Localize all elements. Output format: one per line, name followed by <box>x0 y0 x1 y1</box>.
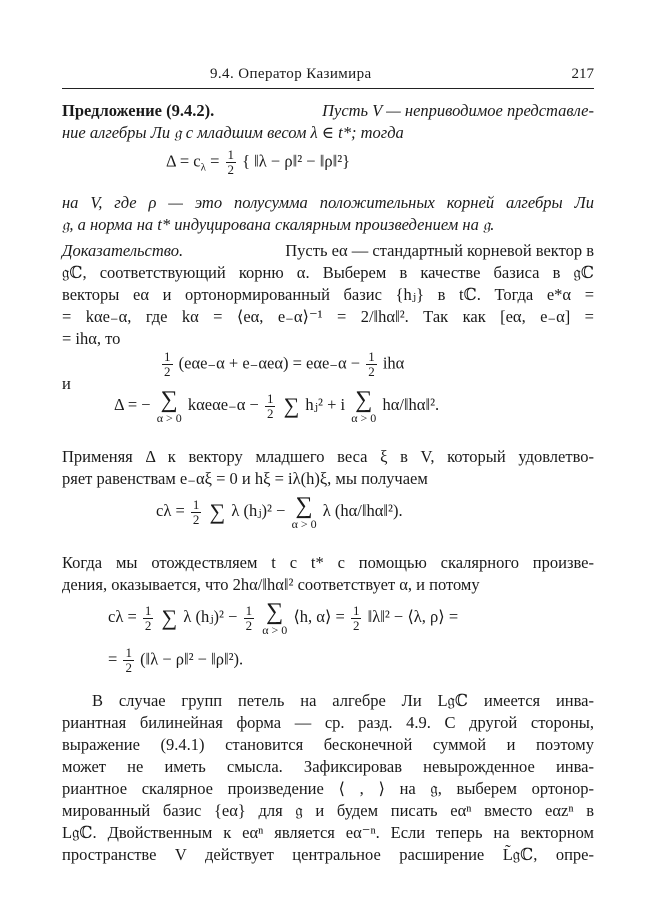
paragraph-line-4: может не иметь смысла. Зафиксировав невырожденное инва- <box>62 757 594 776</box>
proof-line-9: дения, оказывается, что 2hα/‖hα‖² соответствует α, и потому <box>62 575 480 594</box>
equation-4: cλ = $\frac{1}{2}$ ∑ λ (hⱼ)² − $\frac{1}{2}$ ∑ α > 0 ⟨h, α⟩ = $\frac{1}{2}$ ‖λ‖² − ⟨λ, ρ⟩ = <box>108 599 459 637</box>
paragraph-line-8: пространстве V действует центральное расширение L̃𝔤ℂ, опре- <box>62 845 594 864</box>
paragraph-line-2: риантная билинейная форма — ср. разд. 4.9. С другой стороны, <box>62 713 594 732</box>
sum-symbol: ∑ <box>209 498 226 524</box>
paragraph-line-7: L𝔤ℂ. Двойственным к eαⁿ является eα⁻ⁿ. Если теперь на векторном <box>62 823 594 842</box>
proposition-line-1 <box>62 100 594 122</box>
fraction-half: $\frac{1}{2}$ <box>164 349 171 379</box>
fraction-half: $\frac{1}{2}$ <box>245 602 253 633</box>
running-head <box>62 66 594 89</box>
proof-line-8: Когда мы отождествляем t с t* с помощью скалярного произве- <box>62 553 594 572</box>
and-word: и <box>62 374 71 393</box>
page-number: 217 <box>571 66 594 82</box>
fraction-half: $\frac{1}{2}$ <box>227 147 234 177</box>
casimir-formula: $\Delta = c_\lambda$ = $\frac{1}{2}$ { ‖λ − ρ‖² − ‖ρ‖²} <box>166 147 351 177</box>
sum-symbol: ∑ α > 0 <box>262 599 288 637</box>
equation-2: Δ = − ∑ α > 0 kαeαe₋α − $\frac{1}{2}$ ∑ hⱼ² + i ∑ α > 0 hα/‖hα‖². <box>114 387 440 425</box>
proof-line-6: Применяя Δ к вектору младшего веса ξ в V, который удовлетво- <box>62 447 594 466</box>
fraction-half: $\frac{1}{2}$ <box>125 645 132 675</box>
sum-symbol: ∑ α > 0 <box>351 387 377 425</box>
fraction-half: $\frac{1}{2}$ <box>368 349 375 379</box>
sum-symbol: ∑ <box>283 392 300 418</box>
proof-line-5: = ihα, то <box>62 329 121 348</box>
equation-3: cλ = $\frac{1}{2}$ ∑ λ (hⱼ)² − ∑ α > 0 λ (hα/‖hα‖²). <box>156 493 403 531</box>
equation-5: = $\frac{1}{2}$ (‖λ − ρ‖² − ‖ρ‖²). <box>108 645 244 675</box>
section-title: 9.4. Оператор Казимира <box>210 66 372 82</box>
proof-line-4: = kαe₋α, где kα = ⟨eα, e₋α⟩⁻¹ = 2/‖hα‖². Так как [eα, e₋α] = <box>62 307 594 326</box>
fraction-half: $\frac{1}{2}$ <box>192 496 200 527</box>
proof-line-1 <box>62 240 594 262</box>
proof-line-7: ряет равенствам e₋αξ = 0 и hξ = iλ(h)ξ, мы получаем <box>62 469 428 488</box>
proof-text-1: Пусть eα — стандартный корневой вектор в <box>285 241 594 260</box>
proof-line-2: 𝔤ℂ, соответствующий корню α. Выберем в качестве базиса в 𝔤ℂ <box>62 263 594 282</box>
proposition-line-2: ние алгебры Ли 𝔤 с младшим весом λ ∈ t*; тогда <box>62 123 404 142</box>
fraction-half: $\frac{1}{2}$ <box>144 602 152 633</box>
equation-1: $\frac{1}{2}$ (eαe₋α + e₋αeα) = eαe₋α − $\frac{1}{2}$ ihα <box>164 349 405 379</box>
paragraph-line-1: В случае групп петель на алгебре Ли L𝔤ℂ имеется инва- <box>92 691 594 710</box>
fraction-half: $\frac{1}{2}$ <box>352 602 360 633</box>
proposition-label: Предложение (9.4.2). <box>62 101 215 120</box>
paragraph-line-5: риантное скалярное произведение ⟨ , ⟩ на 𝔤, выберем ортонор- <box>62 779 594 798</box>
paragraph-line-3: выражение (9.4.1) становится бесконечной суммой и поэтому <box>62 735 594 754</box>
sum-symbol: ∑ α > 0 <box>156 387 182 425</box>
proof-label: Доказательство. <box>62 241 184 260</box>
proposition-line-4: 𝔤, а норма на t* индуцирована скалярным произведением на 𝔤. <box>62 215 495 234</box>
paragraph-line-6: мированный базис {eα} для 𝔤 и будем писать eαⁿ вместо eαzⁿ в <box>62 801 594 820</box>
sum-symbol: ∑ <box>161 604 178 630</box>
proposition-line-3: на V, где ρ — это полусумма положительных корней алгебры Ли <box>62 193 594 212</box>
proof-line-3: векторы eα и ортонормированный базис {hⱼ} в tℂ. Тогда e*α = <box>62 285 594 304</box>
proposition-text-1: Пусть V — неприводимое представле- <box>322 101 594 120</box>
sum-symbol: ∑ α > 0 <box>291 493 317 531</box>
fraction-half: $\frac{1}{2}$ <box>266 390 274 421</box>
